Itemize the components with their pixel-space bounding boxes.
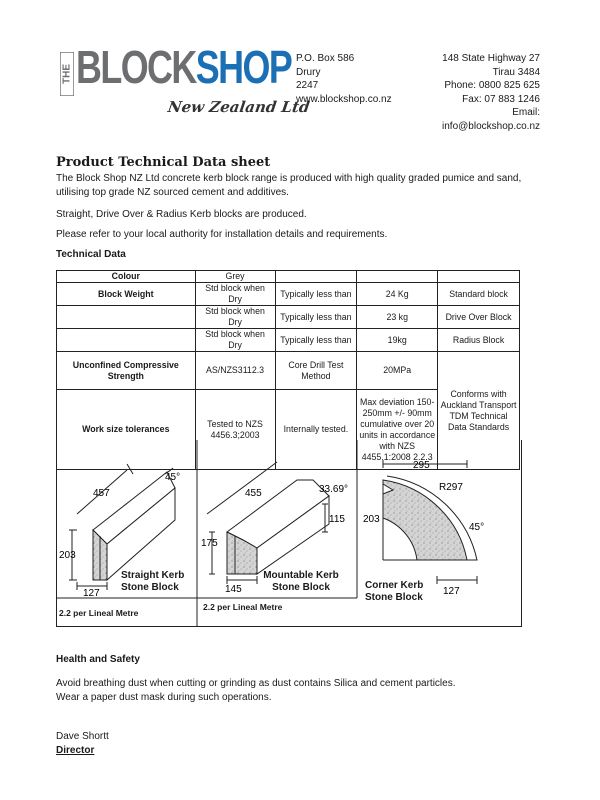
corner-kerb-caption: Corner Kerb Stone Block (365, 580, 424, 603)
tolerance-label: Work size tolerances (57, 390, 196, 470)
mountable-width-dim: 145 (225, 584, 242, 595)
weight-qual: Typically less than (275, 329, 357, 352)
website-link[interactable]: www.blockshop.co.nz (296, 93, 392, 105)
weight-type: Standard block (438, 283, 520, 306)
weight-type: Drive Over Block (438, 306, 520, 329)
mountable-kerb-drawing (207, 462, 329, 584)
logo-shop: SHOP (195, 41, 292, 93)
health-line-1: Avoid breathing dust when cutting or grinding as dust contains Silica and cement particles. (56, 678, 456, 689)
phone-line: Phone: 0800 825 625 (444, 80, 540, 91)
address-line: P.O. Box 586 (296, 53, 355, 64)
mountable-top-dim: 455 (245, 488, 262, 499)
intro-paragraph: The Block Shop NZ Ltd concrete kerb block range is produced with high quality graded pumice and sand, utilising top grade NZ sourced cement and additives. (56, 173, 522, 198)
produced-paragraph: Straight, Drive Over & Radius Kerb blocks are produced. (56, 209, 307, 220)
weight-cond: Std block when Dry (195, 329, 275, 352)
ucs-method: Core Drill Test Method (275, 352, 357, 390)
corner-width-dim: 127 (443, 586, 460, 597)
ucs-standard: AS/NZS3112.3 (195, 352, 275, 390)
corner-height-dim: 203 (363, 514, 380, 525)
mountable-angle-dim: 33.69° (319, 484, 349, 495)
weight-value: 19kg (357, 329, 438, 352)
table-row (57, 283, 520, 306)
straight-kerb-caption: Straight Kerb Stone Block (121, 570, 185, 593)
logo-block: BLOCK (76, 41, 196, 93)
email-link[interactable]: info@blockshop.co.nz (442, 120, 540, 132)
weight-value: 23 kg (357, 306, 438, 329)
corner-top-dim: 295 (413, 460, 430, 471)
straight-rate-note: 2.2 per Lineal Metre (59, 608, 139, 618)
health-line-2: Wear a paper dust mask during such operations. (56, 692, 272, 703)
straight-width-dim: 127 (83, 588, 100, 599)
diagram-drawing (57, 440, 521, 626)
contact-line: Tirau 3484 (492, 66, 540, 78)
ucs-label: Unconfined Compressive Strength (57, 352, 196, 390)
refer-paragraph: Please refer to your local authority for installation details and requirements. (56, 229, 388, 240)
colour-label: Colour (57, 271, 196, 283)
logo-prefix: THE (61, 64, 73, 84)
mountable-height-dim: 175 (201, 538, 218, 549)
weight-label: Block Weight (57, 283, 196, 306)
mountable-kerb-caption: Mountable Kerb Stone Block (263, 570, 339, 593)
tolerance-standard: Tested to NZS 4456.3;2003 (195, 390, 275, 470)
corner-angle-dim: 45° (469, 522, 485, 533)
mountable-rise-dim: 115 (329, 514, 345, 525)
weight-cond: Std block when Dry (195, 283, 275, 306)
contact-line: 148 State Highway 27 (442, 53, 540, 64)
weight-qual: Typically less than (275, 306, 357, 329)
logo-wordmark (76, 41, 292, 93)
corner-kerb-drawing (383, 460, 477, 584)
conformance-note: Conforms with Auckland Transport TDM Technical Data Standards (438, 352, 520, 470)
address-line: 2247 (296, 80, 319, 91)
contact-block (442, 52, 540, 133)
kerb-diagrams (56, 440, 522, 627)
address-line: Drury (296, 66, 321, 78)
straight-angle-dim: 45° (165, 472, 181, 483)
ucs-value: 20MPa (357, 352, 438, 390)
technical-heading: Technical Data (56, 249, 126, 260)
weight-qual: Typically less than (275, 283, 357, 306)
straight-height-dim: 203 (59, 550, 76, 561)
table-row (57, 329, 520, 352)
mountable-rate-note: 2.2 per Lineal Metre (203, 602, 283, 612)
table-row (57, 271, 520, 283)
signatory-name: Dave Shortt (56, 731, 109, 742)
colour-value: Grey (195, 271, 275, 283)
weight-cond: Std block when Dry (195, 306, 275, 329)
tolerance-value: Max deviation 150-250mm +/- 90mm cumulative over 20 units in accordance with NZS 4455.1:2008 2.2.3 (357, 390, 438, 470)
tolerance-method: Internally tested. (275, 390, 357, 470)
weight-type: Radius Block (438, 329, 520, 352)
corner-radius-dim: R297 (439, 482, 463, 493)
logo-subtitle: New Zealand Ltd (166, 98, 311, 116)
health-heading: Health and Safety (56, 654, 140, 665)
logo-the-mark (60, 52, 74, 96)
straight-top-dim: 457 (93, 488, 110, 499)
fax-line: Fax: 07 883 1246 (462, 93, 540, 105)
signatory-role: Director (56, 745, 95, 756)
email-label: Email: (512, 107, 540, 118)
page-title: Product Technical Data sheet (56, 155, 271, 170)
weight-value: 24 Kg (357, 283, 438, 306)
table-row (57, 352, 520, 390)
postal-address (296, 52, 392, 106)
table-row (57, 306, 520, 329)
